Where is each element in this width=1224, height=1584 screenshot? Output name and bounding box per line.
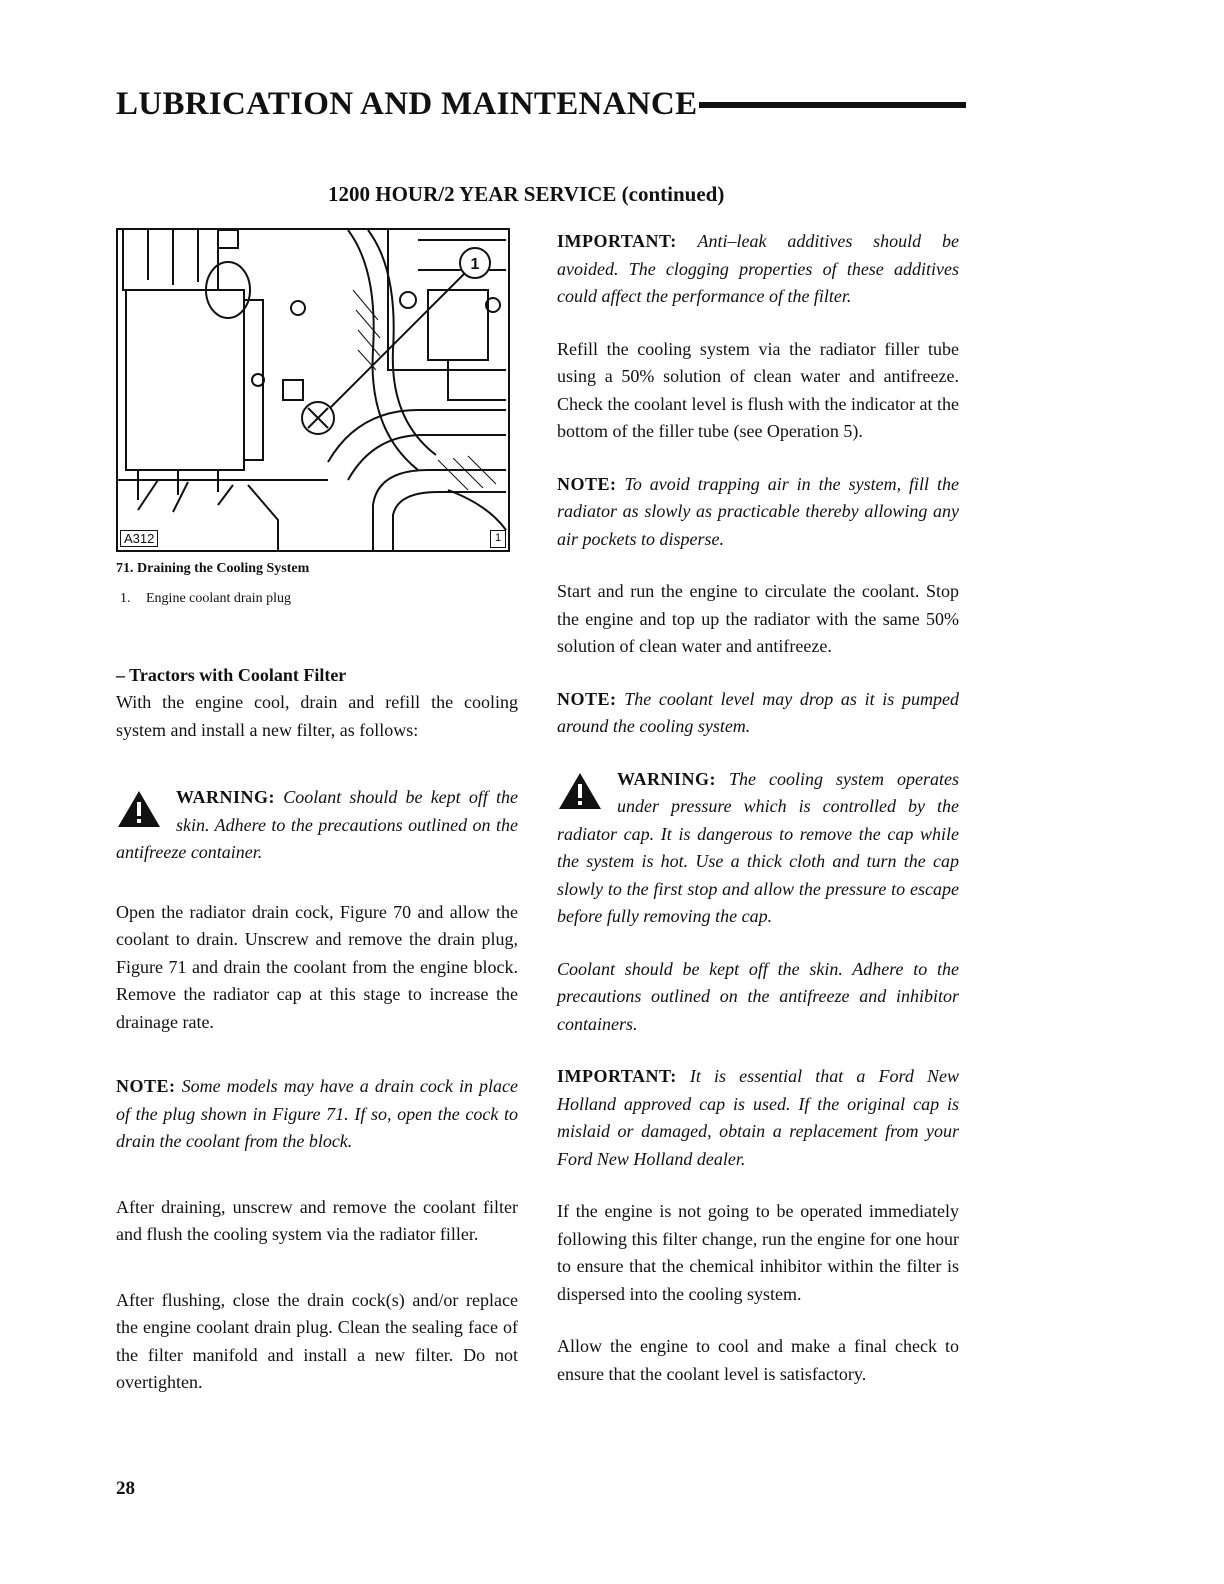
warning-block-right — [557, 766, 959, 931]
paragraph-coolant-skin: Coolant should be kept off the skin. Adhere to the precautions outlined on the antifreeze and inhibitor containers. — [557, 958, 959, 1034]
page-title: LUBRICATION AND MAINTENANCE — [116, 86, 698, 122]
header-rule — [699, 102, 966, 108]
subhead-coolant-filter: – Tractors with Coolant Filter — [116, 665, 347, 685]
important-label-2: IMPORTANT: — [557, 1066, 677, 1086]
warning-text-right: The cooling system operates under pressure which is controlled by the radiator cap. It is dangerous to remove the cap while the system is hot. Use a thick cloth and turn the cap slowly to the first stop and allow the pressure to escape before fully removing the cap. — [557, 768, 960, 926]
warning-text-left: Coolant should be kept off the skin. Adhere to the precautions outlined on the antifreeze container. — [116, 787, 518, 862]
note-label-1: NOTE: — [557, 473, 617, 494]
important-label-1: IMPORTANT: — [557, 231, 677, 251]
paragraph-refill: Refill the cooling system via the radiator filler tube using a 50% solution of clean water and antifreeze. Check the coolant level is flush with the indicator at the bottom of the filler tube (see Operation 5). — [557, 338, 959, 441]
note-block-2 — [557, 686, 959, 741]
important-block-2 — [557, 1063, 959, 1173]
note-block-left — [116, 1073, 518, 1156]
important-text-2: It is essential that a Ford New Holland approved cap is used. If the original cap is mislaid or damaged, obtain a replacement from your Ford New Holland dealer. — [557, 1066, 960, 1169]
page-number: 28 — [116, 1478, 135, 1499]
warning-triangle-icon — [557, 770, 603, 812]
important-block-1 — [557, 228, 959, 311]
page-header — [116, 84, 966, 124]
important-text-1: Anti–leak additives should be avoided. The clogging properties of these additives could affect the performance of the filter. — [557, 231, 960, 306]
paragraph-open-drain: Open the radiator drain cock, Figure 70 and allow the coolant to drain. Unscrew and remove the drain plug, Figure 71 and drain the coolant from the engine block. Remove the radiator cap at this stage to increase the drainage rate. — [116, 901, 518, 1032]
note-label-2: NOTE: — [557, 688, 617, 709]
note-text-2: The coolant level may drop as it is pumped around the cooling system. — [557, 688, 959, 736]
warning-label-right: WARNING: — [617, 768, 717, 789]
warning-label-left: WARNING: — [176, 787, 276, 807]
paragraph-not-operated: If the engine is not going to be operated immediately following this filter change, run the engine for one hour to ensure that the chemical inhibitor within the filter is dispersed into the cooling system. — [557, 1201, 959, 1304]
note-label-left: NOTE: — [116, 1076, 176, 1096]
paragraph-after-flushing: After flushing, close the drain cock(s) and/or replace the engine coolant drain plug. Clean the sealing face of the filter manifold and install a new filter. Do not overtighten. — [116, 1289, 518, 1392]
figure-legend — [120, 590, 518, 608]
figure-caption: 71. Draining the Cooling System — [116, 561, 310, 576]
section-title: 1200 HOUR/2 YEAR SERVICE (continued) — [328, 182, 725, 206]
right-column — [557, 228, 959, 1388]
legend-number: 1. — [120, 591, 131, 606]
note-text-left: Some models may have a drain cock in place of the plug shown in Figure 71. If so, open the cock to drain the coolant from the block. — [116, 1076, 519, 1151]
figure-code: A312 — [120, 530, 158, 547]
figure-index: 1 — [490, 530, 506, 548]
paragraph-allow-cool: Allow the engine to cool and make a final check to ensure that the coolant level is satisfactory. — [557, 1336, 959, 1384]
left-column — [116, 228, 518, 1397]
note-text-1: To avoid trapping air in the system, fill the radiator as slowly as practicable thereby allowing any air pockets to disperse. — [557, 473, 959, 549]
paragraph-start-engine: Start and run the engine to circulate the coolant. Stop the engine and top up the radiator with the same 50% solution of clean water and antifreeze. — [557, 581, 959, 656]
callout-1: 1 — [470, 256, 480, 273]
legend-text: Engine coolant drain plug — [146, 591, 292, 606]
intro-paragraph: With the engine cool, drain and refill the cooling system and install a new filter, as follows: — [116, 692, 518, 740]
warning-block-left — [116, 784, 518, 867]
engine-illustration — [118, 230, 508, 550]
figure-engine-drain — [116, 228, 510, 552]
note-block-1 — [557, 471, 959, 554]
paragraph-after-draining: After draining, unscrew and remove the coolant filter and flush the cooling system via the radiator filler. — [116, 1196, 518, 1244]
warning-triangle-icon — [116, 788, 162, 830]
